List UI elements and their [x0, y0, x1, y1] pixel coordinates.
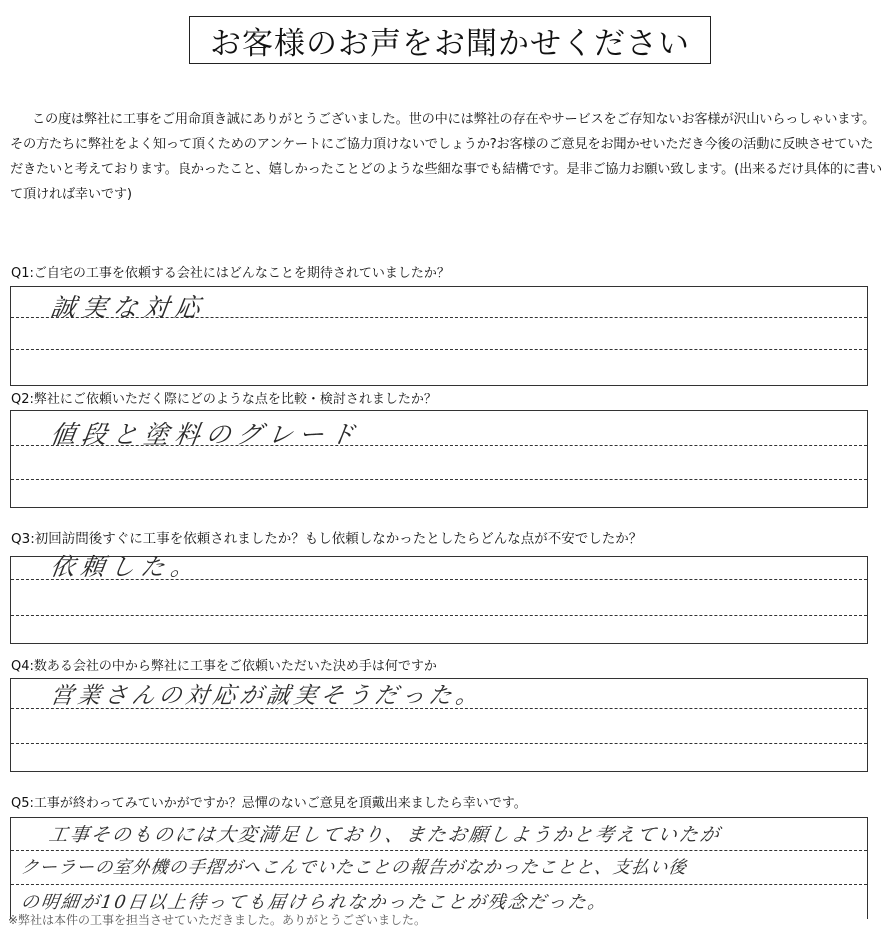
answer-box-2 [10, 410, 868, 508]
answer-line [11, 850, 867, 851]
question-3-label: Q3:初回訪問後すぐに工事を依頼されましたか？もし依頼しなかったとしたらどんな点が不安でしたか？ [11, 531, 643, 547]
answer-box-1 [10, 286, 868, 386]
answer-box-3 [10, 553, 868, 644]
question-4-label: Q4:数ある会社の中から弊社に工事をご依頼いただいた決め手は何ですか [11, 659, 437, 674]
handwritten-answer-5-line-2: クーラーの室外機の手摺がへこんでいたことの報告がなかったことと、支払い後 [19, 858, 689, 878]
handwritten-answer-4: 営業さんの対応が誠実そうだった。 [48, 683, 485, 709]
question-5-label: Q5:工事が終わってみていかがですか？忌憚のないご意見を頂戴出来ましたら幸いです。 [11, 796, 527, 811]
answer-line [11, 479, 867, 480]
handwritten-answer-5-line-3: の明細が10日以上待っても届けられなかったことが残念だった。 [19, 892, 610, 913]
answer-line [11, 615, 867, 616]
answer-line [11, 743, 867, 744]
handwritten-answer-2: 値段と塗料のグレード [48, 420, 363, 449]
answer-box-5 [10, 817, 868, 919]
handwritten-answer-5-line-1: 工事そのものには大変満足しており、またお願しようかと考えていたが [47, 824, 723, 846]
question-1-label: Q1:ご自宅の工事を依頼する会社にはどんなことを期待されていましたか？ [11, 266, 450, 281]
answer-line [11, 884, 867, 885]
footer-note: ※弊社は本件の工事を担当させていただきました。ありがとうございました。 [8, 913, 427, 927]
answer-box-4 [10, 678, 868, 772]
handwritten-answer-3: 依頼した。 [48, 553, 203, 581]
question-2-label: Q2:弊社にご依頼いただく際にどのような点を比較・検討されましたか？ [11, 392, 437, 407]
intro-text: この度は弊社に工事をご用命頂き誠にありがとうございました。世の中には弊社の存在やサービスをご存知ないお客様が沢山いらっしゃいます。その方たちに弊社をよく知って頂くためのアンケートにご協力頂けないでしょうか?お客様のご意見をお聞かせいただき今後の活動に反映させていただきたいと考えております。良かったこと、嬉しかったことどのような些細な事でも結構です。是非ご協力お願い致します。(出来るだけ具体的に書いて頂ければ幸いです) [10, 112, 882, 202]
answer-line [11, 349, 867, 350]
handwritten-answer-1: 誠実な対応 [48, 293, 208, 322]
page-title: お客様のお声をお聞かせください [189, 16, 711, 64]
